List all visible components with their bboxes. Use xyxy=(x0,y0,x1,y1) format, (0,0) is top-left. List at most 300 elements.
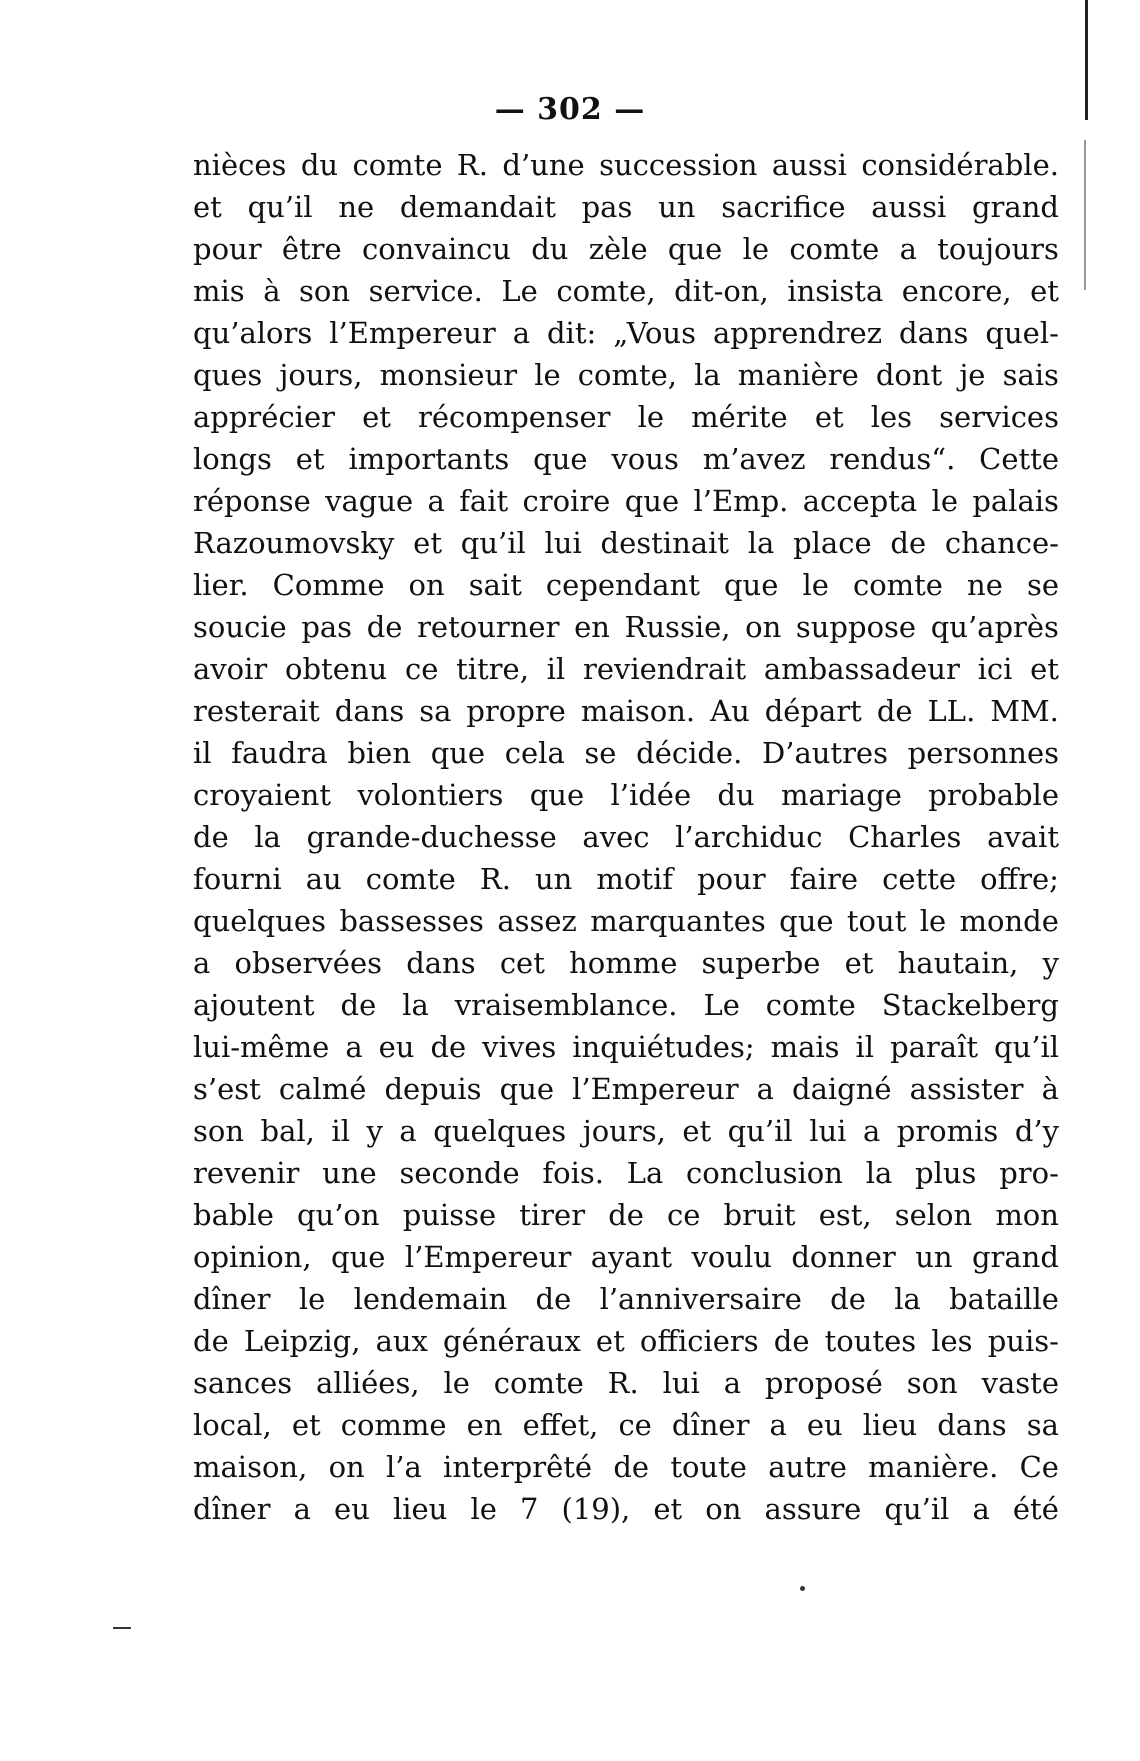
word: récompenser xyxy=(417,400,611,434)
word: manière xyxy=(737,358,859,392)
word: ne xyxy=(967,568,1003,602)
word: dans xyxy=(406,946,476,980)
text-line xyxy=(193,606,1059,648)
text-line xyxy=(193,1362,1059,1404)
word: ambassadeur xyxy=(763,652,960,686)
word: le xyxy=(802,568,829,602)
word: apprécier xyxy=(193,400,335,434)
word: tout xyxy=(846,904,907,938)
word: monde xyxy=(959,904,1059,938)
word: La xyxy=(626,1156,664,1190)
word: inquiétudes; xyxy=(572,1030,755,1064)
word: alliées, xyxy=(316,1366,420,1400)
word: assez xyxy=(497,904,577,938)
text-line xyxy=(193,1446,1059,1488)
word: aux xyxy=(375,1324,428,1358)
word: avec xyxy=(582,820,650,854)
word: la xyxy=(865,1156,893,1190)
word: selon xyxy=(894,1198,973,1232)
word: l’Emp. xyxy=(693,484,789,518)
page-number: — 302 — xyxy=(494,92,646,127)
text-line xyxy=(193,144,1059,186)
word: a xyxy=(399,1114,417,1148)
word: vague xyxy=(325,484,414,518)
word: la xyxy=(402,988,429,1022)
word: que xyxy=(529,778,585,812)
word: pas xyxy=(301,610,353,644)
word: eu xyxy=(806,1408,843,1442)
word: a xyxy=(756,1072,774,1106)
word: les xyxy=(870,400,913,434)
word: se xyxy=(1026,568,1059,602)
word: homme xyxy=(569,946,678,980)
body-text xyxy=(193,144,1059,1530)
word: lui xyxy=(809,1114,847,1148)
word: rendus“. xyxy=(829,442,956,476)
text-line xyxy=(193,564,1059,606)
word: retourner xyxy=(417,610,560,644)
text-line xyxy=(193,1194,1059,1236)
word: s’est xyxy=(193,1072,261,1106)
text-line xyxy=(193,984,1059,1026)
word: qu’après xyxy=(930,610,1059,644)
word: tirer xyxy=(519,1198,586,1232)
word: a xyxy=(862,1114,881,1148)
text-line xyxy=(193,648,1059,690)
word: comme xyxy=(340,1408,447,1442)
word: une xyxy=(322,1156,377,1190)
word: propre xyxy=(466,694,566,728)
word: que xyxy=(624,484,680,518)
word: et xyxy=(193,190,222,224)
word: sa xyxy=(1026,1408,1059,1442)
word: et xyxy=(844,946,874,980)
word: a xyxy=(972,1492,990,1526)
word: départ xyxy=(764,694,862,728)
word: quelques xyxy=(433,1114,567,1148)
word: R. xyxy=(607,1366,639,1400)
text-line xyxy=(193,228,1059,270)
word: assure xyxy=(764,1492,862,1526)
word: comte, xyxy=(577,358,677,392)
word: Razoumovsky xyxy=(193,526,395,560)
word: comte xyxy=(365,862,456,896)
word: personnes xyxy=(907,736,1059,770)
word: a xyxy=(193,946,211,980)
word: le xyxy=(298,1282,326,1316)
word: dîner xyxy=(671,1408,750,1442)
word: encore, xyxy=(901,274,1012,308)
word: d’une xyxy=(502,148,585,182)
word: mais xyxy=(770,1030,840,1064)
word: et xyxy=(291,1408,321,1442)
word: de xyxy=(535,1282,572,1316)
word: plus xyxy=(915,1156,977,1190)
word: „Vous xyxy=(613,316,696,350)
word: Stackelberg xyxy=(881,988,1059,1022)
word: effet, xyxy=(522,1408,599,1442)
word: cette xyxy=(882,862,957,896)
word: avoir xyxy=(193,652,268,686)
word: dîner xyxy=(193,1282,271,1316)
word: il xyxy=(331,1114,350,1148)
word: sa xyxy=(419,694,452,728)
text-line xyxy=(193,522,1059,564)
word: Leipzig, xyxy=(243,1324,361,1358)
word: que xyxy=(430,736,486,770)
text-line xyxy=(193,1068,1059,1110)
word: dans xyxy=(334,694,405,728)
word: a xyxy=(723,1366,741,1400)
word: a xyxy=(345,1030,363,1064)
word: sais xyxy=(1002,358,1059,392)
word: suppose xyxy=(795,610,917,644)
word: mis xyxy=(193,274,245,308)
word: de xyxy=(193,1324,229,1358)
text-line xyxy=(193,438,1059,480)
word: interprêté xyxy=(443,1450,593,1484)
word: Au xyxy=(710,694,750,728)
word: vraisemblance. xyxy=(454,988,678,1022)
word: mariage xyxy=(780,778,902,812)
word: a xyxy=(293,1492,311,1526)
word: Ce xyxy=(1019,1450,1059,1484)
word: de xyxy=(830,1282,866,1316)
word: un xyxy=(658,190,696,224)
word: ici xyxy=(977,652,1013,686)
word: de xyxy=(613,1450,650,1484)
word: il xyxy=(855,1030,875,1064)
word: R. xyxy=(479,862,511,896)
word: et xyxy=(1030,274,1059,308)
word: lieu xyxy=(392,1492,448,1526)
text-line xyxy=(193,186,1059,228)
word: a xyxy=(427,484,445,518)
word: bassesses xyxy=(339,904,484,938)
word: a xyxy=(512,316,530,350)
word: son xyxy=(299,274,351,308)
word: ne xyxy=(338,190,375,224)
word: grand xyxy=(971,1240,1059,1274)
word: de xyxy=(430,1030,467,1064)
word: pro- xyxy=(999,1156,1059,1190)
word: le xyxy=(534,358,561,392)
word: comte xyxy=(765,988,856,1022)
word: volontiers xyxy=(357,778,504,812)
word: pour xyxy=(697,862,766,896)
scan-artifact-dot xyxy=(800,1586,805,1591)
word: 7 xyxy=(519,1492,539,1526)
word: que xyxy=(779,904,834,938)
word: qu’on xyxy=(296,1198,380,1232)
word: le xyxy=(443,1366,470,1400)
text-line xyxy=(193,312,1059,354)
word: paraît xyxy=(890,1030,978,1064)
word: jours, xyxy=(582,1114,666,1148)
word: cet xyxy=(499,946,545,980)
word: comte xyxy=(789,232,880,266)
word: longs xyxy=(193,442,272,476)
word: opinion, xyxy=(193,1240,312,1274)
word: ce xyxy=(667,1198,701,1232)
word: bien xyxy=(347,736,412,770)
word: que xyxy=(499,1072,555,1106)
word: proposé xyxy=(764,1366,883,1400)
text-line xyxy=(193,1404,1059,1446)
word: en xyxy=(466,1408,503,1442)
word: de xyxy=(876,694,913,728)
word: lui xyxy=(662,1366,700,1400)
word: Le xyxy=(703,988,740,1022)
word: palais xyxy=(972,484,1059,518)
word: lui xyxy=(544,526,582,560)
word: cependant xyxy=(545,568,700,602)
word: que xyxy=(667,232,723,266)
word: voulu xyxy=(691,1240,772,1274)
word: seconde xyxy=(399,1156,520,1190)
word: probable xyxy=(928,778,1059,812)
word: son xyxy=(193,1114,245,1148)
word: et xyxy=(595,1324,625,1358)
word: offre; xyxy=(980,862,1059,896)
word: obtenu xyxy=(285,652,388,686)
word: un xyxy=(535,862,573,896)
word: Cette xyxy=(979,442,1059,476)
word: à xyxy=(1041,1072,1059,1106)
word: la xyxy=(894,1282,921,1316)
text-line xyxy=(193,396,1059,438)
word: officiers xyxy=(639,1324,759,1358)
word: je xyxy=(959,358,986,392)
word: dont xyxy=(875,358,943,392)
word: qu’il xyxy=(727,1114,793,1148)
word: maison, xyxy=(193,1450,308,1484)
word: croire xyxy=(522,484,611,518)
word: du xyxy=(717,778,755,812)
word: Le xyxy=(501,274,538,308)
word: un xyxy=(915,1240,953,1274)
word: mérite xyxy=(691,400,788,434)
word: et xyxy=(653,1492,683,1526)
word: maison. xyxy=(580,694,696,728)
text-line xyxy=(193,732,1059,774)
word: vives xyxy=(482,1030,557,1064)
word: apprendrez xyxy=(713,316,882,350)
word: en xyxy=(574,610,610,644)
word: le xyxy=(742,232,770,266)
word: jours, xyxy=(279,358,363,392)
word: lier. xyxy=(193,568,249,602)
word: bruit xyxy=(723,1198,796,1232)
word: l’Empereur xyxy=(329,316,496,350)
word: revenir xyxy=(193,1156,300,1190)
word: superbe xyxy=(701,946,821,980)
word: considérable. xyxy=(861,148,1059,182)
word: réponse xyxy=(193,484,311,518)
word: MM. xyxy=(990,694,1059,728)
text-line xyxy=(193,1026,1059,1068)
word: fourni xyxy=(193,862,282,896)
word: et xyxy=(295,442,325,476)
word: lui-même xyxy=(193,1030,330,1064)
word: ayant xyxy=(590,1240,673,1274)
text-line xyxy=(193,354,1059,396)
word: place xyxy=(793,526,872,560)
word: pas xyxy=(581,190,633,224)
word: dit: xyxy=(546,316,597,350)
word: mon xyxy=(995,1198,1059,1232)
word: on xyxy=(745,610,782,644)
word: toute xyxy=(670,1450,747,1484)
word: la xyxy=(694,358,721,392)
word: faire xyxy=(789,862,859,896)
word: décide. xyxy=(636,736,743,770)
word: conclusion xyxy=(686,1156,843,1190)
word: importants xyxy=(348,442,510,476)
word: soucie xyxy=(193,610,287,644)
word: la xyxy=(254,820,281,854)
scan-edge-mark-secondary xyxy=(1084,140,1086,290)
word: bataille xyxy=(949,1282,1059,1316)
word: m’avez xyxy=(702,442,806,476)
word: que xyxy=(533,442,588,476)
word: l’anniversaire xyxy=(599,1282,802,1316)
word: ques xyxy=(193,358,263,392)
word: services xyxy=(939,400,1059,434)
word: généraux xyxy=(443,1324,581,1358)
word: quel- xyxy=(985,316,1059,350)
word: y xyxy=(366,1114,383,1148)
word: de xyxy=(890,526,927,560)
word: le xyxy=(931,484,958,518)
word: être xyxy=(281,232,342,266)
word: dans xyxy=(937,1408,1007,1442)
word: motif xyxy=(596,862,674,896)
word: a xyxy=(899,232,917,266)
word: que xyxy=(723,568,779,602)
word: grand xyxy=(971,190,1059,224)
word: d’y xyxy=(1014,1114,1059,1148)
word: daigné xyxy=(792,1072,892,1106)
word: et xyxy=(814,400,844,434)
word: de xyxy=(773,1324,810,1358)
word: depuis xyxy=(384,1072,482,1106)
word: bable xyxy=(193,1198,274,1232)
word: l’a xyxy=(385,1450,422,1484)
word: local, xyxy=(193,1408,272,1442)
word: le xyxy=(470,1492,497,1526)
word: marquantes xyxy=(590,904,766,938)
word: il xyxy=(193,736,212,770)
word: qu’il xyxy=(993,1030,1059,1064)
word: nièces xyxy=(193,148,287,182)
word: pour xyxy=(193,232,262,266)
word: insista xyxy=(787,274,884,308)
word: eu xyxy=(378,1030,415,1064)
word: manière. xyxy=(868,1450,999,1484)
word: les xyxy=(931,1324,973,1358)
word: vous xyxy=(611,442,679,476)
word: zèle xyxy=(588,232,648,266)
word: observées xyxy=(234,946,383,980)
word: destinait xyxy=(600,526,729,560)
word: qu’il xyxy=(460,526,526,560)
word: l’Empereur xyxy=(404,1240,572,1274)
word: accepta xyxy=(802,484,918,518)
text-line xyxy=(193,1152,1059,1194)
word: du xyxy=(531,232,569,266)
word: de xyxy=(340,988,377,1022)
word: dit-on, xyxy=(674,274,769,308)
word: on xyxy=(408,568,445,602)
word: comte xyxy=(352,148,443,182)
text-line xyxy=(193,900,1059,942)
word: promis xyxy=(896,1114,999,1148)
word: succession xyxy=(599,148,758,182)
word: toutes xyxy=(824,1324,917,1358)
word: titre, xyxy=(456,652,529,686)
word: lieu xyxy=(862,1408,918,1442)
word: reviendrait xyxy=(582,652,747,686)
word: ajoutent xyxy=(193,988,315,1022)
word: aussi xyxy=(771,148,847,182)
text-line xyxy=(193,270,1059,312)
word: lendemain xyxy=(353,1282,508,1316)
word: qu’il xyxy=(247,190,313,224)
word: calmé xyxy=(278,1072,367,1106)
word: puis- xyxy=(987,1324,1059,1358)
word: et xyxy=(362,400,391,434)
word: aussi xyxy=(871,190,947,224)
word: LL. xyxy=(927,694,976,728)
word: sances xyxy=(193,1366,293,1400)
word: Charles xyxy=(848,820,962,854)
word: (19), xyxy=(561,1492,631,1526)
word: de xyxy=(366,610,403,644)
text-line xyxy=(193,480,1059,522)
word: l’Empereur xyxy=(572,1072,739,1106)
word: dîner xyxy=(193,1492,271,1526)
word: été xyxy=(1012,1492,1059,1526)
text-line xyxy=(193,690,1059,732)
word: puisse xyxy=(402,1198,497,1232)
word: croyaient xyxy=(193,778,332,812)
word: fois. xyxy=(542,1156,604,1190)
word: la xyxy=(747,526,775,560)
word: sacrifice xyxy=(721,190,846,224)
word: le xyxy=(919,904,947,938)
text-line xyxy=(193,1236,1059,1278)
word: cela xyxy=(504,736,565,770)
scan-artifact-dash xyxy=(113,1627,131,1629)
word: y xyxy=(1042,946,1059,980)
word: le xyxy=(637,400,665,434)
word: avait xyxy=(987,820,1059,854)
word: et xyxy=(682,1114,712,1148)
word: qu’il xyxy=(884,1492,950,1526)
word: hautain, xyxy=(897,946,1019,980)
word: quelques xyxy=(193,904,326,938)
word: faudra xyxy=(231,736,328,770)
word: demandait xyxy=(399,190,556,224)
word: resterait xyxy=(193,694,320,728)
text-line xyxy=(193,1320,1059,1362)
word: est, xyxy=(818,1198,872,1232)
word: R. xyxy=(456,148,488,182)
word: eu xyxy=(334,1492,370,1526)
word: comte xyxy=(493,1366,584,1400)
word: à xyxy=(263,274,281,308)
